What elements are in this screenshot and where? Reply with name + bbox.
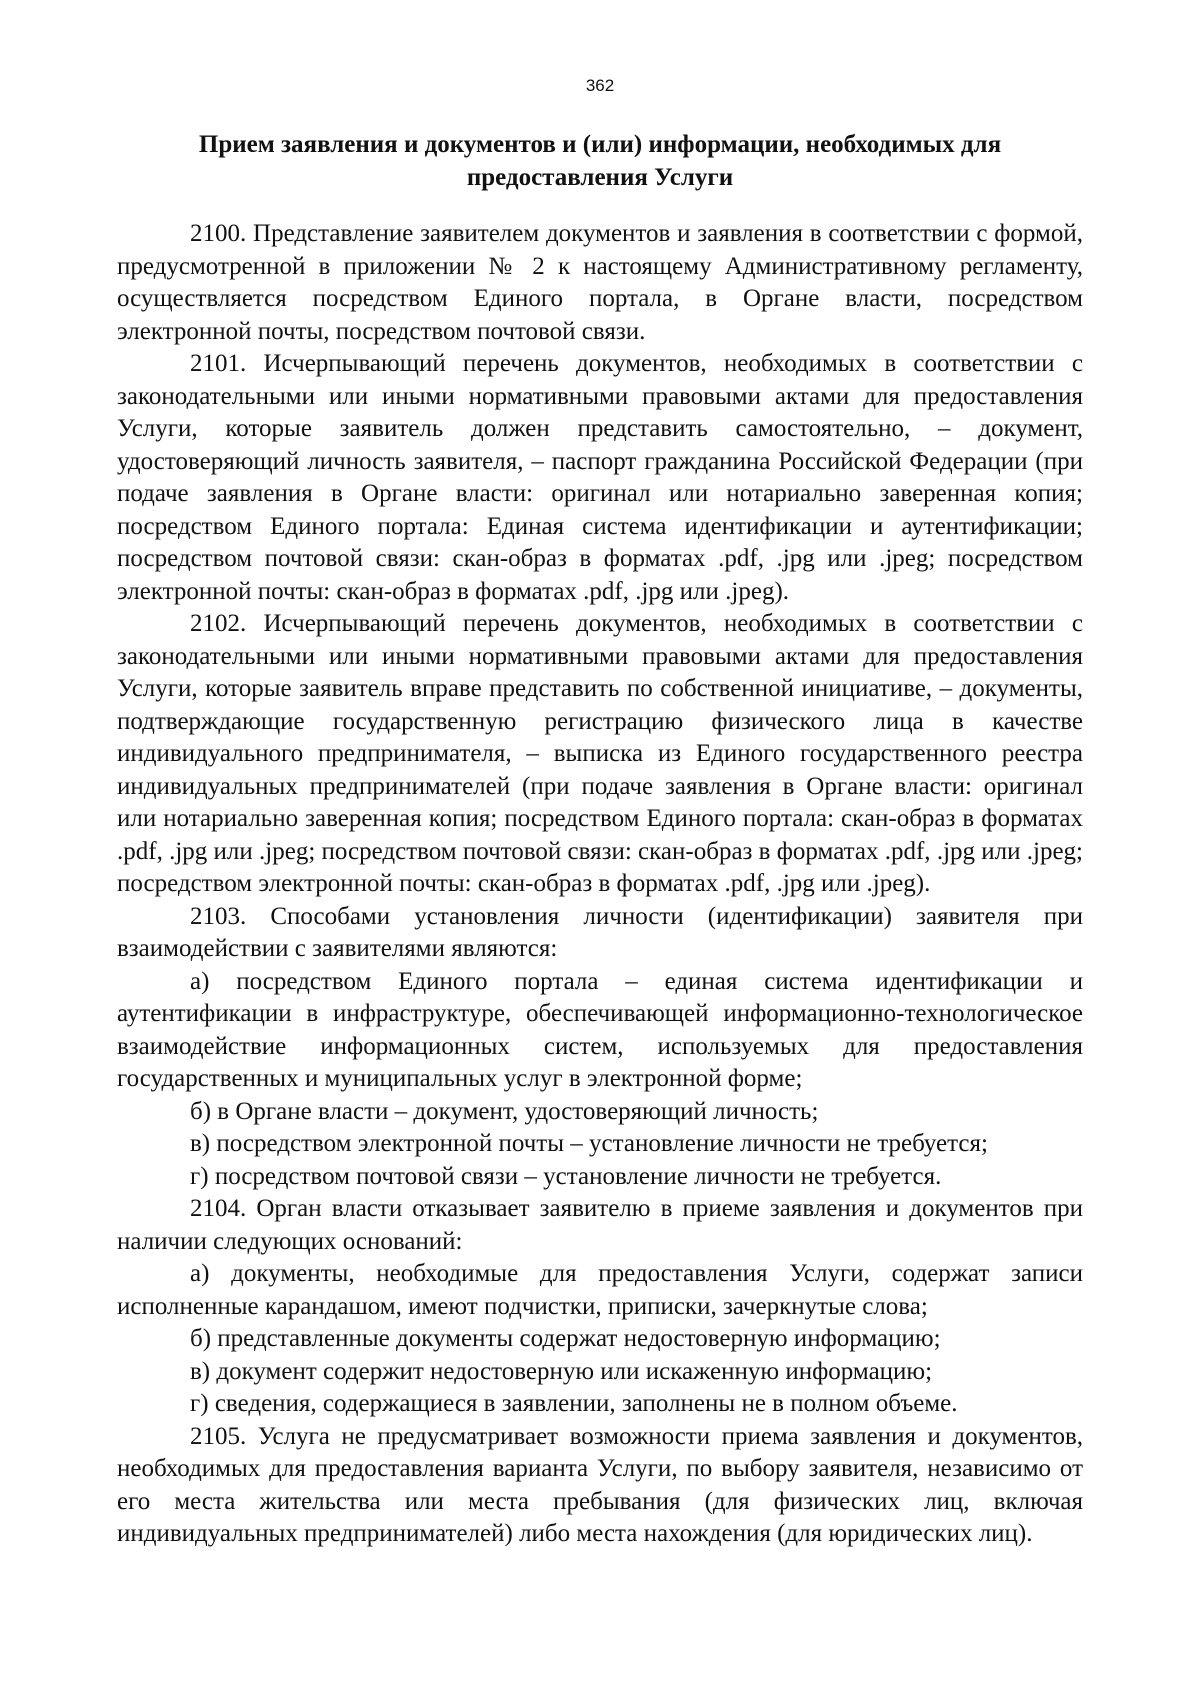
- paragraph-2103: 2103. Способами установления личности (идентификации) заявителя при взаимодействии с заявителями являются:: [117, 902, 1083, 962]
- section-heading-line-1: Прием заявления и документов и (или) информации, необходимых для: [198, 131, 1002, 158]
- document-body: [117, 218, 1083, 1551]
- list-item-2103-b: б) в Органе власти – документ, удостоверяющий личность;: [190, 1097, 819, 1125]
- paragraph-2105: 2105. Услуга не предусматривает возможности приема заявления и документов, необходимых для предоставления варианта Услуги, по выбору заявителя, независимо от его места жительства или места пребывания (для физических лиц, включая индивидуальных предпринимателей) либо места нахождения (для юридических лиц).: [117, 1422, 1083, 1547]
- list-item-2103-v: в) посредством электронной почты – установление личности не требуется;: [190, 1130, 988, 1157]
- list-item-2104-v: в) документ содержит недостоверную или искаженную информацию;: [190, 1357, 933, 1385]
- section-heading: [118, 128, 1082, 194]
- paragraph-2102: 2102. Исчерпывающий перечень документов, необходимых в соответствии с законодательными или иными нормативными правовыми актами для предоставления Услуги, которые заявитель вправе представить по собственной инициативе, – документы, подтверждающие государственную регистрацию физического лица в качестве индивидуального предпринимателя, – выписка из Единого государственного реестра индивидуальных предпринимателей (при подаче заявления в Органе власти: оригинал или нотариально заверенная копия; посредством Единого портала: скан-образ в форматах .pdf, .jpg или .jpeg; посредством почтовой связи: скан-образ в форматах .pdf, .jpg или .jpeg; посредством электронной почты: скан-образ в форматах .pdf, .jpg или .jpeg).: [117, 610, 1083, 897]
- paragraph-2100: 2100. Представление заявителем документов и заявления в соответствии с формой, предусмотренной в приложении № 2 к настоящему Административному регламенту, осуществляется посредством Единого портала, в Органе власти, посредством электронной почты, посредством почтовой связи.: [117, 220, 1083, 345]
- paragraph-2104: 2104. Орган власти отказывает заявителю в приеме заявления и документов при наличии следующих оснований:: [117, 1195, 1083, 1255]
- paragraph-2101: 2101. Исчерпывающий перечень документов, необходимых в соответствии с законодательными или иными нормативными правовыми актами для предоставления Услуги, которые заявитель должен представить самостоятельно, – документ, удостоверяющий личность заявителя, – паспорт гражданина Российской Федерации (при подаче заявления в Органе власти: оригинал или нотариально заверенная копия; посредством Единого портала: Единая система идентификации и аутентификации; посредством почтовой связи: скан-образ в форматах .pdf, .jpg или .jpeg; посредством электронной почты: скан-образ в форматах .pdf, .jpg или .jpeg).: [117, 350, 1083, 605]
- section-heading-line-2: предоставления Услуги: [466, 164, 734, 191]
- list-item-2104-g: г) сведения, содержащиеся в заявлении, заполнены не в полном объеме.: [190, 1390, 958, 1417]
- list-item-2104-b: б) представленные документы содержат недостоверную информацию;: [190, 1325, 941, 1352]
- list-item-2103-a: а) посредством Единого портала – единая система идентификации и аутентификации в инфраструктуре, обеспечивающей информационно-технологическое взаимодействие информационных систем, используемых для предоставления государственных и муниципальных услуг в электронной форме;: [117, 967, 1083, 1092]
- page-number: 362: [585, 76, 615, 95]
- list-item-2104-a: а) документы, необходимые для предоставления Услуги, содержат записи исполненные карандашом, имеют подчистки, приписки, зачеркнутые слова;: [117, 1260, 1083, 1320]
- list-item-2103-g: г) посредством почтовой связи – установление личности не требуется.: [190, 1162, 942, 1190]
